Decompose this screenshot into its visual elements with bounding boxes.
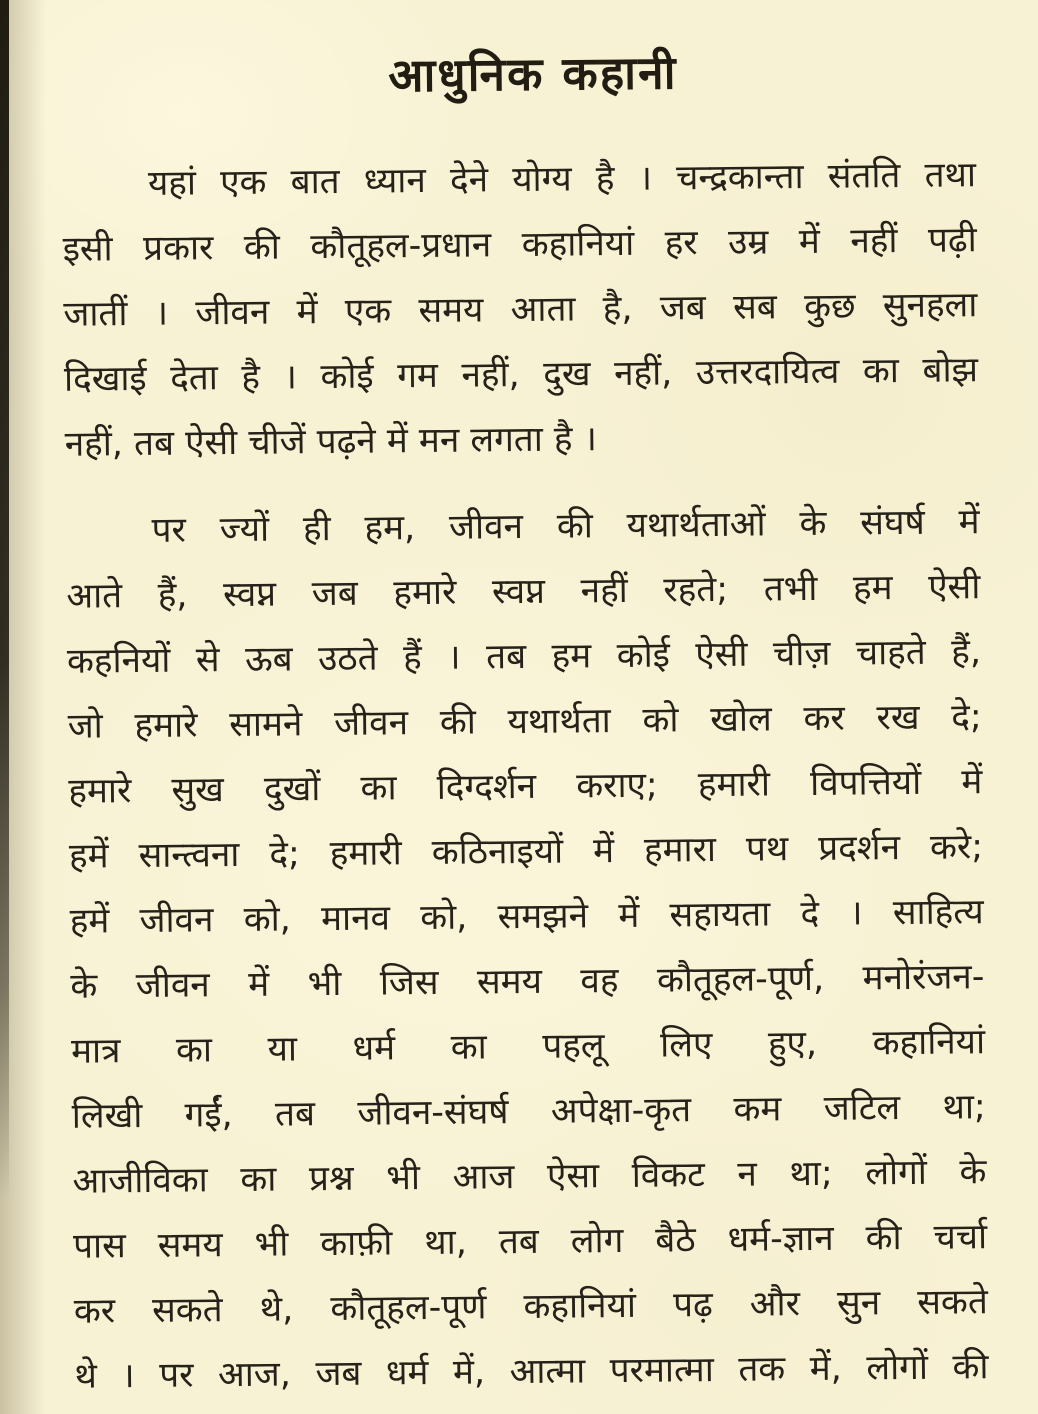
body-text xyxy=(62,143,989,1410)
text-line: थे । पर आज, जब धर्म में, आत्मा परमात्मा तक में, लोगों की xyxy=(74,1347,989,1397)
text-line: कहनियों से ऊब उठते हैं । तब हम कोई ऐसी चीज़ चाहते हैं, xyxy=(66,632,982,682)
text-line: मात्र का या धर्म का पहलू लिए हुए, कहानियां xyxy=(70,1022,986,1072)
text-line: जातीं । जीवन में एक समय आता है, जब सब कुछ सुनहला xyxy=(63,285,978,335)
text-line: आजीविका का प्रश्न भी आज ऐसा विकट न था; लोगों के xyxy=(72,1152,987,1202)
text-line: यहां एक बात ध्यान देने योग्य है । चन्द्रकान्ता संतति तथा xyxy=(147,155,977,204)
text-line: लिखी गईं, तब जीवन-संघर्ष अपेक्षा-कृत कम जटिल था; xyxy=(71,1087,986,1137)
paragraph xyxy=(65,490,988,1410)
text-line: हमारे सुख दुखों का दिग्दर्शन कराए; हमारी विपत्तियों में xyxy=(68,762,983,812)
text-line: दिखाई देता है । कोई गम नहीं, दुख नहीं, उत्तरदायित्व का बोझ xyxy=(63,350,979,400)
text-line: हमें सान्त्वना दे; हमारी कठिनाइयों में हमारा पथ प्रदर्शन करे; xyxy=(68,827,984,877)
paragraph xyxy=(62,143,979,478)
page-title: आधुनिक कहानी xyxy=(388,45,678,103)
text-line: इसी प्रकार की कौतूहल-प्रधान कहानियां हर उम्र में नहीं पढ़ी xyxy=(62,220,977,270)
text-line: जो हमारे सामने जीवन की यथार्थता को खोल कर रख दे; xyxy=(67,697,982,747)
text-line: हमें जीवन को, मानव को, समझने में सहायता दे । साहित्य xyxy=(69,892,984,942)
text-line: आते हैं, स्वप्न जब हमारे स्वप्न नहीं रहते; तभी हम ऐसी xyxy=(66,567,981,617)
text-line: पास समय भी काफ़ी था, तब लोग बैठे धर्म-ज्ञान की चर्चा xyxy=(72,1217,988,1267)
text-line: के जीवन में भी जिस समय वह कौतूहल-पूर्ण, मनोरंजन- xyxy=(70,957,985,1007)
text-line: पर ज्यों ही हम, जीवन की यथार्थताओं के संघर्ष में xyxy=(151,502,980,551)
text-line: कर सकते थे, कौतूहल-पूर्ण कहानियां पढ़ और सुन सकते xyxy=(73,1282,988,1332)
text-line: नहीं, तब ऐसी चीजें पढ़ने में मन लगता है । xyxy=(64,419,598,465)
